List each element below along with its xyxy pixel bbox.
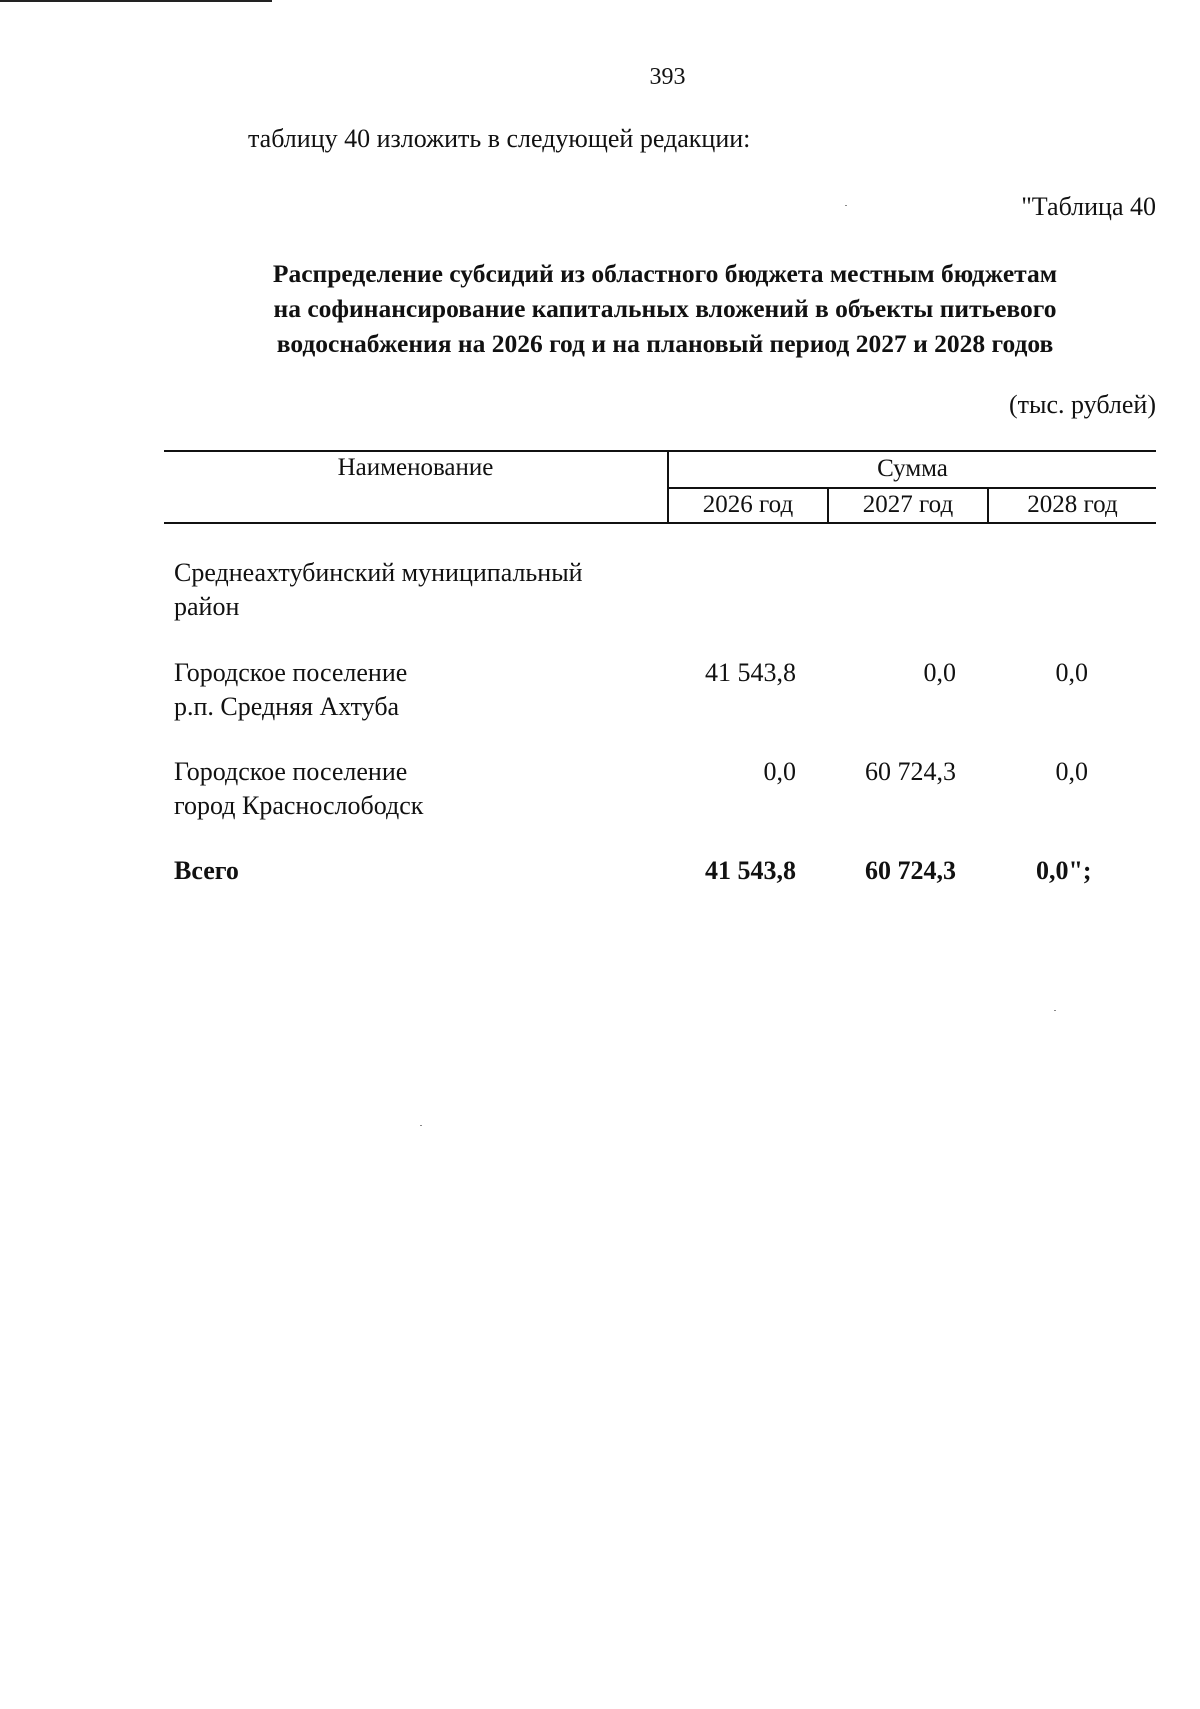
row-name bbox=[174, 755, 423, 823]
scan-edge-line bbox=[0, 0, 272, 2]
title-line: на софинансирование капитальных вложений в объекты питьевого bbox=[273, 294, 1057, 323]
row-name-line: район bbox=[174, 592, 240, 621]
row-name-line: город Краснослободск bbox=[174, 791, 424, 820]
header-sum: Сумма bbox=[877, 455, 948, 482]
total-label: Всего bbox=[174, 856, 239, 885]
total-value-2028: 0,0"; bbox=[1036, 856, 1092, 885]
row-name bbox=[174, 656, 407, 724]
sum-header-rule bbox=[667, 487, 1156, 489]
table-label: "Таблица 40 bbox=[1021, 192, 1156, 221]
header-name: Наименование bbox=[337, 454, 494, 481]
header-year-2026: 2026 год bbox=[702, 491, 794, 518]
row-name-line: Городское поселение bbox=[174, 757, 408, 786]
scan-speck bbox=[845, 205, 847, 206]
table-header-bottom-rule bbox=[164, 522, 1156, 524]
row-value-2026: 41 543,8 bbox=[705, 658, 796, 687]
row-value-2028: 0,0 bbox=[1055, 757, 1088, 786]
row-value-2028: 0,0 bbox=[1055, 658, 1088, 687]
header-year-2028: 2028 год bbox=[1027, 491, 1118, 518]
row-value-2027: 0,0 bbox=[923, 658, 956, 687]
document-title bbox=[200, 256, 1130, 361]
row-name-line: Городское поселение bbox=[174, 658, 408, 687]
row-name bbox=[174, 556, 583, 624]
header-year-2027: 2027 год bbox=[862, 491, 954, 518]
intro-text: таблицу 40 изложить в следующей редакции: bbox=[248, 124, 751, 153]
title-line: Распределение субсидий из областного бюджета местным бюджетам bbox=[272, 259, 1058, 288]
units-label: (тыс. рублей) bbox=[1008, 390, 1156, 419]
row-name-line: Среднеахтубинский муниципальный bbox=[174, 558, 583, 587]
row-value-2026: 0,0 bbox=[763, 757, 796, 786]
total-value-2027: 60 724,3 bbox=[865, 856, 956, 885]
table-top-rule bbox=[164, 450, 1156, 452]
scan-speck bbox=[1054, 1010, 1056, 1011]
title-line: водоснабжения на 2026 год и на плановый период 2027 и 2028 годов bbox=[276, 329, 1054, 358]
page-number: 393 bbox=[649, 64, 686, 90]
row-value-2027: 60 724,3 bbox=[865, 757, 956, 786]
row-name-line: р.п. Средняя Ахтуба bbox=[174, 692, 400, 721]
total-value-2026: 41 543,8 bbox=[705, 856, 796, 885]
scan-speck bbox=[420, 1125, 422, 1126]
